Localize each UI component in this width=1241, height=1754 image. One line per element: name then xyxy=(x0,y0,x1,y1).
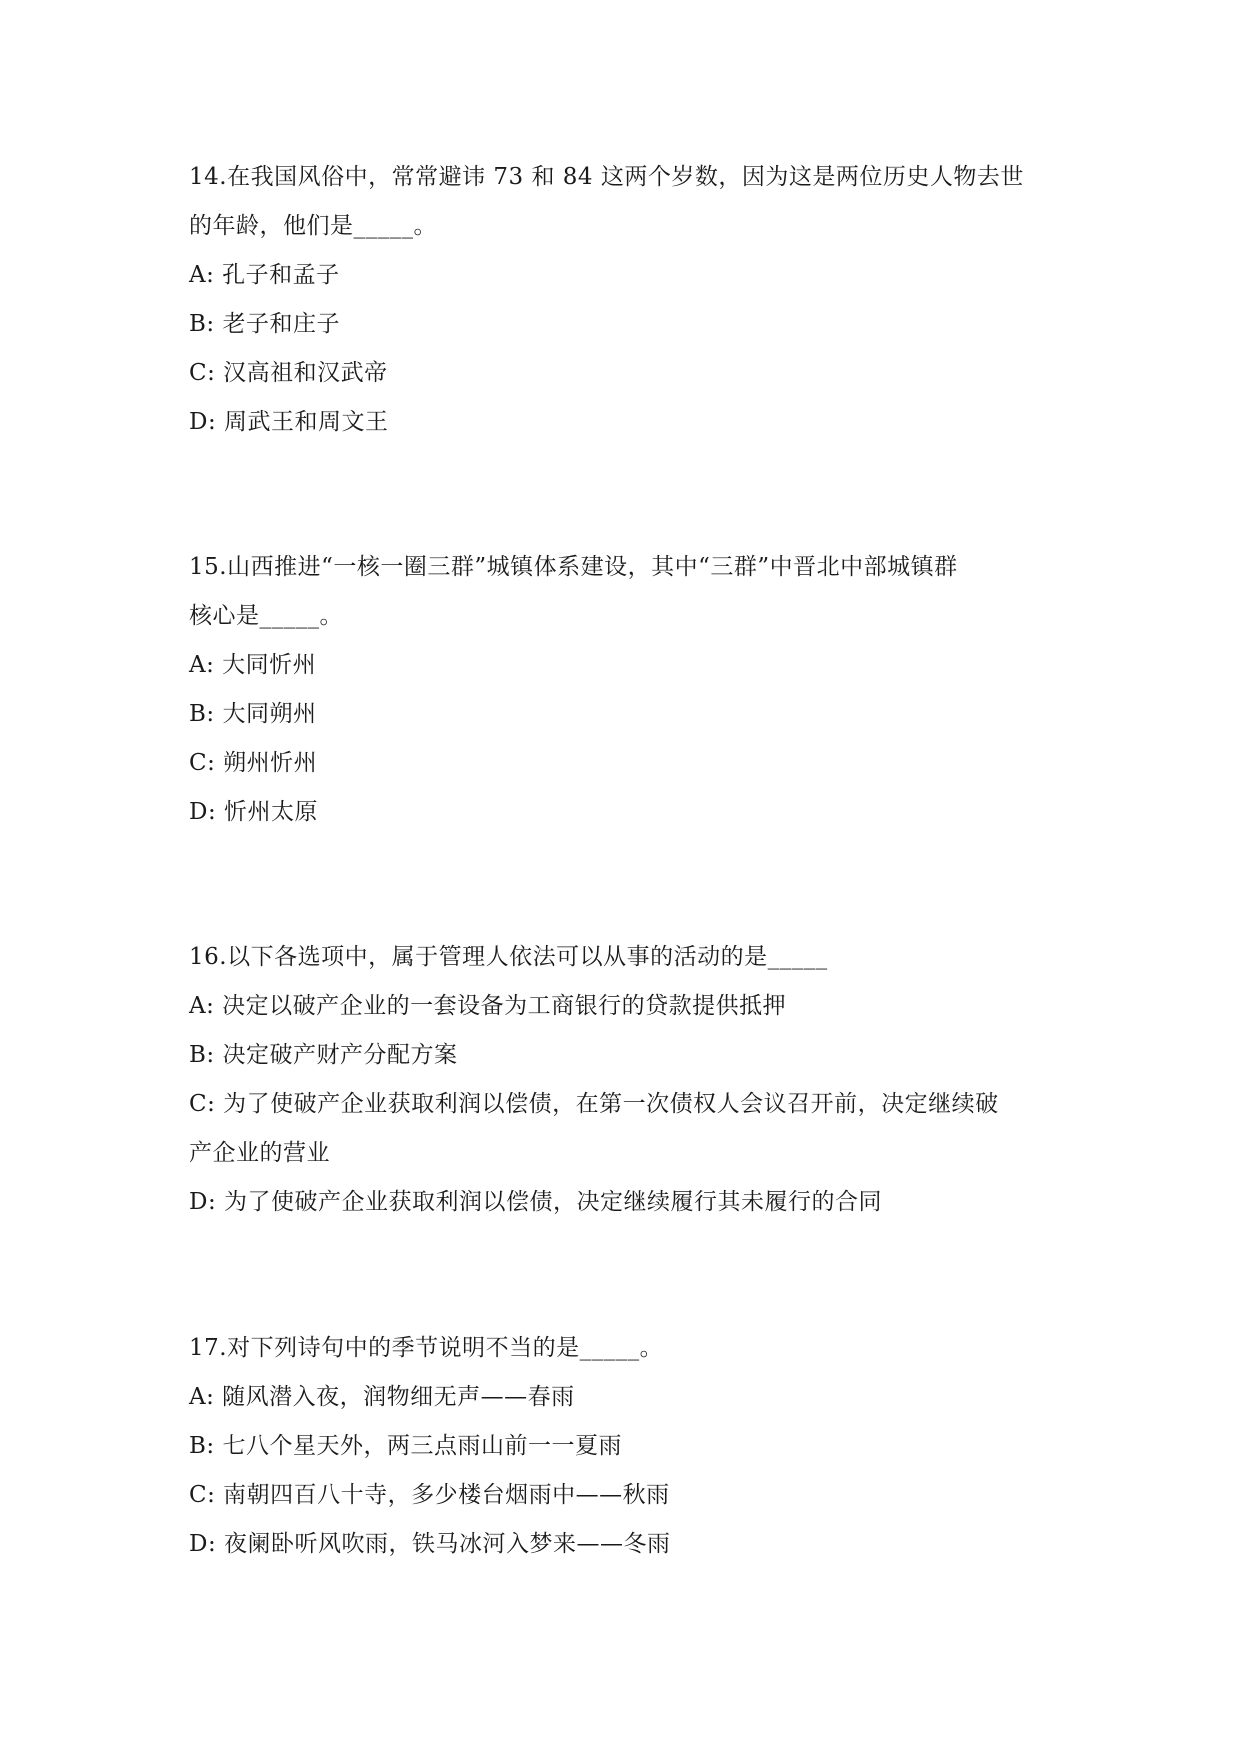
option-c: C: 南朝四百八十寺，多少楼台烟雨中——秋雨 xyxy=(189,1482,670,1508)
option-b: B: 老子和庄子 xyxy=(189,311,340,337)
question-stem-line: 核心是_____。 xyxy=(189,603,343,629)
option-a: A: 随风潜入夜，润物细无声——春雨 xyxy=(189,1384,575,1410)
question-15 xyxy=(189,543,1059,837)
option-d: D: 为了使破产企业获取利润以偿债，决定继续履行其未履行的合同 xyxy=(189,1189,883,1215)
question-14 xyxy=(189,153,1059,447)
question-stem-line: 14.在我国风俗中，常常避讳 73 和 84 这两个岁数，因为这是两位历史人物去世 xyxy=(189,164,1024,190)
option-a: A: 决定以破产企业的一套设备为工商银行的贷款提供抵押 xyxy=(189,993,787,1019)
option-a: A: 孔子和孟子 xyxy=(189,262,340,288)
question-stem-line: 16.以下各选项中，属于管理人依法可以从事的活动的是_____ xyxy=(189,944,828,970)
question-stem-line: 的年龄，他们是_____。 xyxy=(189,213,437,239)
option-c-continued: 产企业的营业 xyxy=(189,1140,330,1166)
question-17 xyxy=(189,1324,1059,1569)
option-c: C: 朔州忻州 xyxy=(189,750,318,776)
option-b: B: 大同朔州 xyxy=(189,701,317,727)
option-c: C: 汉高祖和汉武帝 xyxy=(189,360,388,386)
option-b: B: 七八个星天外，两三点雨山前一一夏雨 xyxy=(189,1433,622,1459)
question-16 xyxy=(189,933,1059,1227)
question-stem-line: 15.山西推进“一核一圈三群”城镇体系建设，其中“三群”中晋北中部城镇群 xyxy=(189,554,958,580)
option-c: C: 为了使破产企业获取利润以偿债，在第一次债权人会议召开前，决定继续破 xyxy=(189,1091,999,1117)
option-b: B: 决定破产财产分配方案 xyxy=(189,1042,458,1068)
option-d: D: 夜阑卧听风吹雨，铁马冰河入梦来——冬雨 xyxy=(189,1531,671,1557)
option-d: D: 周武王和周文王 xyxy=(189,409,389,435)
option-a: A: 大同忻州 xyxy=(189,652,317,678)
option-d: D: 忻州太原 xyxy=(189,799,319,825)
question-stem-line: 17.对下列诗句中的季节说明不当的是_____。 xyxy=(189,1335,664,1361)
